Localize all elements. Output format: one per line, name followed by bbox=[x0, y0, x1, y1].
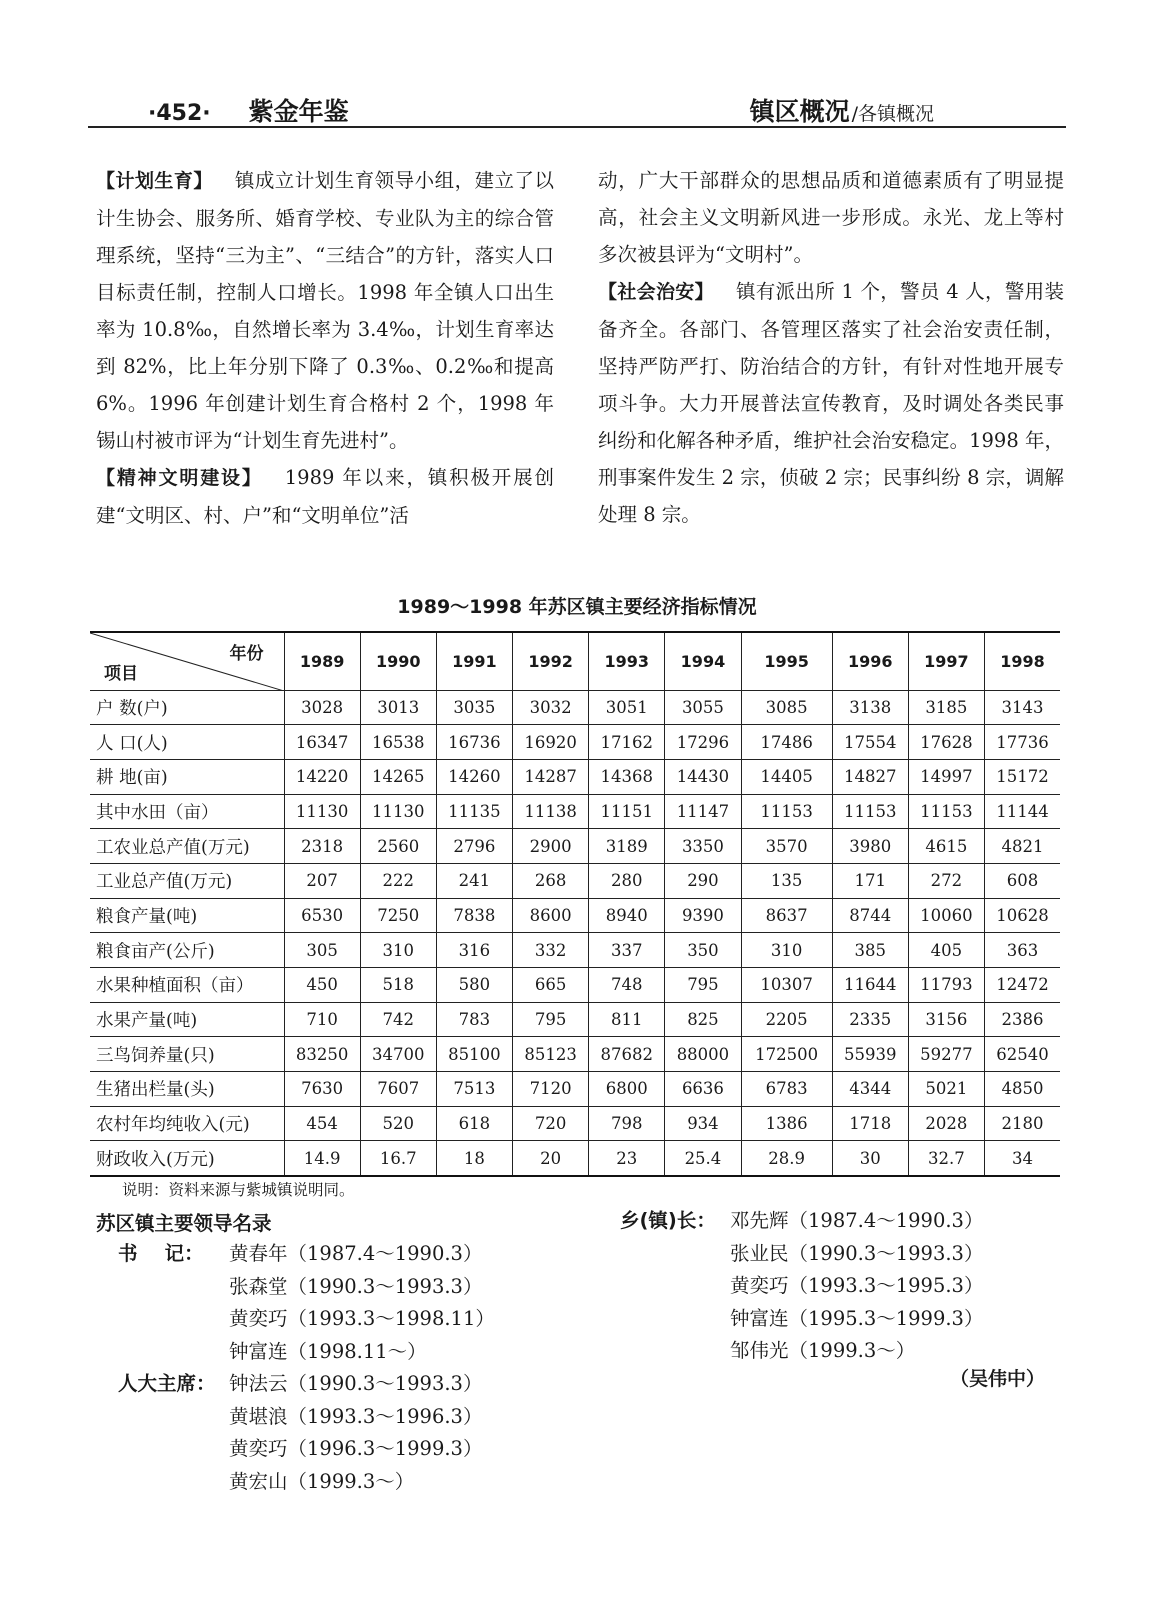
table-cell: 825 bbox=[665, 1002, 741, 1037]
corner-item-label: 项目 bbox=[104, 663, 138, 684]
table-cell: 7120 bbox=[513, 1072, 589, 1107]
role-secretary: 书 记： bbox=[118, 1242, 204, 1265]
table-cell: 1718 bbox=[832, 1106, 908, 1141]
table-cell: 8744 bbox=[832, 898, 908, 933]
year-header: 1997 bbox=[908, 632, 984, 690]
table-cell: 18 bbox=[436, 1141, 512, 1176]
role-mayor: 乡(镇)长： bbox=[620, 1209, 716, 1232]
right-column bbox=[598, 162, 1064, 533]
table-row bbox=[90, 794, 1060, 829]
row-label: 财政收入(万元) bbox=[90, 1141, 284, 1176]
leader-name: 钟富连（1995.3～1999.3） bbox=[730, 1306, 984, 1330]
table-cell: 85123 bbox=[513, 1037, 589, 1072]
table-cell: 17736 bbox=[985, 725, 1061, 760]
table-cell: 2386 bbox=[985, 1002, 1061, 1037]
table-cell: 7607 bbox=[360, 1072, 436, 1107]
table-cell: 350 bbox=[665, 933, 741, 968]
row-label: 生猪出栏量(头) bbox=[90, 1072, 284, 1107]
table-cell: 3085 bbox=[741, 690, 832, 725]
table-cell: 11151 bbox=[589, 794, 665, 829]
table-cell: 14827 bbox=[832, 759, 908, 794]
table-cell: 7838 bbox=[436, 898, 512, 933]
table-cell: 14265 bbox=[360, 759, 436, 794]
table-cell: 241 bbox=[436, 863, 512, 898]
section-title: 镇区概况 bbox=[749, 97, 850, 126]
table-cell: 520 bbox=[360, 1106, 436, 1141]
year-header: 1989 bbox=[284, 632, 360, 690]
table-cell: 2028 bbox=[908, 1106, 984, 1141]
text-continuation: 动，广大干部群众的思想品质和道德素质有了明显提高，社会主义文明新风进一步形成。永光、龙上等村多次被县评为“文明村”。 bbox=[598, 169, 1064, 266]
running-header-left bbox=[148, 92, 349, 128]
table-cell: 85100 bbox=[436, 1037, 512, 1072]
leader-name: 黄春年（1987.4～1990.3） bbox=[229, 1242, 483, 1265]
table-cell: 59277 bbox=[908, 1037, 984, 1072]
row-label: 粮食产量(吨) bbox=[90, 898, 284, 933]
table-cell: 3980 bbox=[832, 829, 908, 864]
table-cell: 795 bbox=[665, 968, 741, 1003]
table-cell: 3570 bbox=[741, 829, 832, 864]
table-cell: 14368 bbox=[589, 759, 665, 794]
table-cell: 310 bbox=[360, 933, 436, 968]
table-cell: 16736 bbox=[436, 725, 512, 760]
row-label: 水果种植面积（亩） bbox=[90, 968, 284, 1003]
table-cell: 11153 bbox=[741, 794, 832, 829]
table-cell: 11644 bbox=[832, 968, 908, 1003]
paragraph-continuation bbox=[598, 162, 1064, 273]
table-cell: 2335 bbox=[832, 1002, 908, 1037]
table-cell: 11144 bbox=[985, 794, 1061, 829]
table-cell: 14.9 bbox=[284, 1141, 360, 1176]
table-cell: 332 bbox=[513, 933, 589, 968]
table-cell: 811 bbox=[589, 1002, 665, 1037]
secretary-group bbox=[96, 1238, 576, 1373]
table-cell: 3028 bbox=[284, 690, 360, 725]
table-caption: 1989～1998 年苏区镇主要经济指标情况 bbox=[397, 596, 757, 618]
table-cell: 4615 bbox=[908, 829, 984, 864]
table-cell: 3032 bbox=[513, 690, 589, 725]
table-cell: 88000 bbox=[665, 1037, 741, 1072]
author-credit: （吴伟中） bbox=[950, 1368, 1046, 1390]
table-cell: 16.7 bbox=[360, 1141, 436, 1176]
table-row bbox=[90, 829, 1060, 864]
year-header: 1994 bbox=[665, 632, 741, 690]
table-cell: 305 bbox=[284, 933, 360, 968]
table-cell: 34700 bbox=[360, 1037, 436, 1072]
table-cell: 17628 bbox=[908, 725, 984, 760]
table-row bbox=[90, 1141, 1060, 1176]
table-cell: 5021 bbox=[908, 1072, 984, 1107]
leader-name: 钟富连（1998.11～） bbox=[229, 1339, 427, 1363]
table-row bbox=[90, 759, 1060, 794]
header-rule bbox=[88, 126, 1066, 128]
book-title: 紫金年鉴 bbox=[248, 97, 349, 126]
table-cell: 222 bbox=[360, 863, 436, 898]
table-cell: 783 bbox=[436, 1002, 512, 1037]
table-cell: 3156 bbox=[908, 1002, 984, 1037]
table-cell: 4344 bbox=[832, 1072, 908, 1107]
mayor-names bbox=[730, 1205, 983, 1368]
table-cell: 14430 bbox=[665, 759, 741, 794]
page-number: ·452· bbox=[148, 101, 211, 126]
table-cell: 7630 bbox=[284, 1072, 360, 1107]
leader-name: 张森堂（1990.3～1993.3） bbox=[229, 1274, 483, 1298]
secretary-names bbox=[229, 1238, 495, 1368]
table-cell: 2180 bbox=[985, 1106, 1061, 1141]
table-cell: 8637 bbox=[741, 898, 832, 933]
table-cell: 17296 bbox=[665, 725, 741, 760]
row-label: 粮食亩产(公斤) bbox=[90, 933, 284, 968]
table-cell: 17554 bbox=[832, 725, 908, 760]
left-column bbox=[96, 162, 554, 534]
table-cell: 748 bbox=[589, 968, 665, 1003]
text-family-planning: 镇成立计划生育领导小组，建立了以计生协会、服务所、婚育学校、专业队为主的综合管理系统，坚持“三为主”、“三结合”的方针，落实人口目标责任制，控制人口增长。1998 年全镇人口出生率为 10.8‰，自然增长率为 3.4‰，计划生育率达到 82%，比上年分别下降了 0.3‰、0.2‰和提高 6%。1996 年创建计划生育合格村 2 个，1998 年锡山村被市评为“计划生育先进村”。 bbox=[96, 169, 554, 452]
leader-name: 黄奕巧（1993.3～1995.3） bbox=[730, 1274, 984, 1297]
table-cell: 2796 bbox=[436, 829, 512, 864]
table-cell: 3055 bbox=[665, 690, 741, 725]
table-cell: 3143 bbox=[985, 690, 1061, 725]
table-cell: 7250 bbox=[360, 898, 436, 933]
table-cell: 6783 bbox=[741, 1072, 832, 1107]
row-label: 耕 地(亩) bbox=[90, 759, 284, 794]
table-cell: 798 bbox=[589, 1106, 665, 1141]
table-cell: 2318 bbox=[284, 829, 360, 864]
table-cell: 172500 bbox=[741, 1037, 832, 1072]
table-cell: 720 bbox=[513, 1106, 589, 1141]
table-cell: 12472 bbox=[985, 968, 1061, 1003]
table-cell: 934 bbox=[665, 1106, 741, 1141]
table-cell: 62540 bbox=[985, 1037, 1061, 1072]
table-cell: 3013 bbox=[360, 690, 436, 725]
leader-name: 黄奕巧（1993.3～1998.11） bbox=[229, 1307, 495, 1330]
table-cell: 207 bbox=[284, 863, 360, 898]
table-cell: 11135 bbox=[436, 794, 512, 829]
table-cell: 15172 bbox=[985, 759, 1061, 794]
table-cell: 11793 bbox=[908, 968, 984, 1003]
year-header: 1996 bbox=[832, 632, 908, 690]
table-row bbox=[90, 690, 1060, 725]
year-header: 1995 bbox=[741, 632, 832, 690]
table-cell: 11130 bbox=[360, 794, 436, 829]
table-cell: 11130 bbox=[284, 794, 360, 829]
role-npc-chair: 人大主席： bbox=[118, 1372, 216, 1395]
table-cell: 14405 bbox=[741, 759, 832, 794]
table-cell: 3185 bbox=[908, 690, 984, 725]
table-cell: 32.7 bbox=[908, 1141, 984, 1176]
paragraph-public-security bbox=[598, 273, 1064, 533]
row-label: 工农业总产值(万元) bbox=[90, 829, 284, 864]
table-cell: 618 bbox=[436, 1106, 512, 1141]
table-cell: 14287 bbox=[513, 759, 589, 794]
table-cell: 8600 bbox=[513, 898, 589, 933]
table-cell: 16347 bbox=[284, 725, 360, 760]
row-label: 工业总产值(万元) bbox=[90, 863, 284, 898]
row-label: 农村年均纯收入(元) bbox=[90, 1106, 284, 1141]
table-cell: 450 bbox=[284, 968, 360, 1003]
table-cell: 3350 bbox=[665, 829, 741, 864]
year-header: 1990 bbox=[360, 632, 436, 690]
year-header: 1991 bbox=[436, 632, 512, 690]
table-cell: 20 bbox=[513, 1141, 589, 1176]
table-cell: 7513 bbox=[436, 1072, 512, 1107]
table-cell: 10060 bbox=[908, 898, 984, 933]
table-cell: 385 bbox=[832, 933, 908, 968]
table-cell: 30 bbox=[832, 1141, 908, 1176]
table-cell: 23 bbox=[589, 1141, 665, 1176]
row-label: 三鸟饲养量(只) bbox=[90, 1037, 284, 1072]
table-cell: 742 bbox=[360, 1002, 436, 1037]
leader-name: 张业民（1990.3～1993.3） bbox=[730, 1241, 984, 1265]
paragraph-family-planning bbox=[96, 162, 554, 459]
table-cell: 2560 bbox=[360, 829, 436, 864]
table-cell: 135 bbox=[741, 863, 832, 898]
leader-name: 邓先辉（1987.4～1990.3） bbox=[730, 1209, 984, 1232]
subsection-title: /各镇概况 bbox=[851, 103, 934, 125]
running-header-right bbox=[750, 92, 934, 128]
table-cell: 710 bbox=[284, 1002, 360, 1037]
table-cell: 28.9 bbox=[741, 1141, 832, 1176]
year-header: 1992 bbox=[513, 632, 589, 690]
table-cell: 6530 bbox=[284, 898, 360, 933]
table-row bbox=[90, 1072, 1060, 1107]
table-cell: 268 bbox=[513, 863, 589, 898]
table-row bbox=[90, 898, 1060, 933]
table-cell: 665 bbox=[513, 968, 589, 1003]
table-cell: 3189 bbox=[589, 829, 665, 864]
table-cell: 17486 bbox=[741, 725, 832, 760]
corner-year-label: 年份 bbox=[229, 644, 264, 664]
table-cell: 580 bbox=[436, 968, 512, 1003]
table-cell: 2205 bbox=[741, 1002, 832, 1037]
table-corner-cell bbox=[90, 632, 284, 690]
table-cell: 17162 bbox=[589, 725, 665, 760]
table-cell: 363 bbox=[985, 933, 1061, 968]
heading-public-security: 【社会治安】 bbox=[598, 281, 714, 303]
economic-indicators-table bbox=[90, 631, 1060, 1177]
table-cell: 14220 bbox=[284, 759, 360, 794]
row-label: 人 口(人) bbox=[90, 725, 284, 760]
table-cell: 608 bbox=[985, 863, 1061, 898]
table-cell: 25.4 bbox=[665, 1141, 741, 1176]
table-cell: 16538 bbox=[360, 725, 436, 760]
table-cell: 6636 bbox=[665, 1072, 741, 1107]
table-cell: 34 bbox=[985, 1141, 1061, 1176]
text-public-security: 镇有派出所 1 个，警员 4 人，警用装备齐全。各部门、各管理区落实了社会治安责任制，坚持严防严打、防治结合的方针，有针对性地开展专项斗争。大力开展普法宣传教育，及时调处各类民事纠纷和化解各种矛盾，维护社会治安稳定。1998 年，刑事案件发生 2 宗，侦破 2 宗；民事纠纷 8 宗，调解处理 8 宗。 bbox=[598, 280, 1064, 526]
table-row bbox=[90, 933, 1060, 968]
leader-name: 黄宏山（1999.3～） bbox=[229, 1469, 415, 1493]
year-header: 1993 bbox=[589, 632, 665, 690]
table-cell: 55939 bbox=[832, 1037, 908, 1072]
npc-chair-names bbox=[229, 1368, 482, 1498]
leader-name: 邹伟光（1999.3～） bbox=[730, 1339, 916, 1362]
npc-chair-group bbox=[96, 1368, 576, 1503]
row-label: 其中水田（亩） bbox=[90, 794, 284, 829]
table-cell: 3051 bbox=[589, 690, 665, 725]
table-cell: 10628 bbox=[985, 898, 1061, 933]
table-cell: 310 bbox=[741, 933, 832, 968]
table-cell: 6800 bbox=[589, 1072, 665, 1107]
table-cell: 4821 bbox=[985, 829, 1061, 864]
leader-name: 黄奕巧（1996.3～1999.3） bbox=[229, 1437, 483, 1460]
heading-family-planning: 【计划生育】 bbox=[96, 170, 213, 192]
table-cell: 272 bbox=[908, 863, 984, 898]
table-cell: 3035 bbox=[436, 690, 512, 725]
table-cell: 2900 bbox=[513, 829, 589, 864]
table-row bbox=[90, 863, 1060, 898]
leader-name: 钟法云（1990.3～1993.3） bbox=[229, 1372, 483, 1395]
table-row bbox=[90, 1002, 1060, 1037]
table-cell: 4850 bbox=[985, 1072, 1061, 1107]
mayor-group bbox=[620, 1205, 1060, 1370]
text-spiritual-civilization: 1989 年以来，镇积极开展创建“文明区、村、户”和“文明单位”活 bbox=[96, 466, 554, 527]
table-cell: 11153 bbox=[832, 794, 908, 829]
table-cell: 795 bbox=[513, 1002, 589, 1037]
table-cell: 11147 bbox=[665, 794, 741, 829]
table-row bbox=[90, 1037, 1060, 1072]
table-cell: 316 bbox=[436, 933, 512, 968]
table-cell: 10307 bbox=[741, 968, 832, 1003]
table-cell: 280 bbox=[589, 863, 665, 898]
row-label: 户 数(户) bbox=[90, 690, 284, 725]
table-row bbox=[90, 1106, 1060, 1141]
table-cell: 1386 bbox=[741, 1106, 832, 1141]
table-cell: 14997 bbox=[908, 759, 984, 794]
table-cell: 14260 bbox=[436, 759, 512, 794]
table-header-row bbox=[90, 632, 1060, 690]
table-row bbox=[90, 968, 1060, 1003]
table-cell: 11153 bbox=[908, 794, 984, 829]
paragraph-spiritual-civilization bbox=[96, 459, 554, 534]
leader-name: 黄堪浪（1993.3～1996.3） bbox=[229, 1404, 483, 1428]
table-cell: 8940 bbox=[589, 898, 665, 933]
heading-spiritual-civilization: 【精神文明建设】 bbox=[96, 467, 263, 489]
table-cell: 83250 bbox=[284, 1037, 360, 1072]
table-cell: 16920 bbox=[513, 725, 589, 760]
table-cell: 337 bbox=[589, 933, 665, 968]
table-cell: 11138 bbox=[513, 794, 589, 829]
table-cell: 518 bbox=[360, 968, 436, 1003]
table-cell: 454 bbox=[284, 1106, 360, 1141]
table-cell: 9390 bbox=[665, 898, 741, 933]
table-cell: 87682 bbox=[589, 1037, 665, 1072]
table-row bbox=[90, 725, 1060, 760]
year-header: 1998 bbox=[985, 632, 1061, 690]
table-note: 说明：资料来源与紫城镇说明同。 bbox=[122, 1181, 355, 1199]
table-cell: 290 bbox=[665, 863, 741, 898]
table-cell: 3138 bbox=[832, 690, 908, 725]
row-label: 水果产量(吨) bbox=[90, 1002, 284, 1037]
leaders-title: 苏区镇主要领导名录 bbox=[96, 1212, 272, 1235]
table-cell: 405 bbox=[908, 933, 984, 968]
table-cell: 171 bbox=[832, 863, 908, 898]
